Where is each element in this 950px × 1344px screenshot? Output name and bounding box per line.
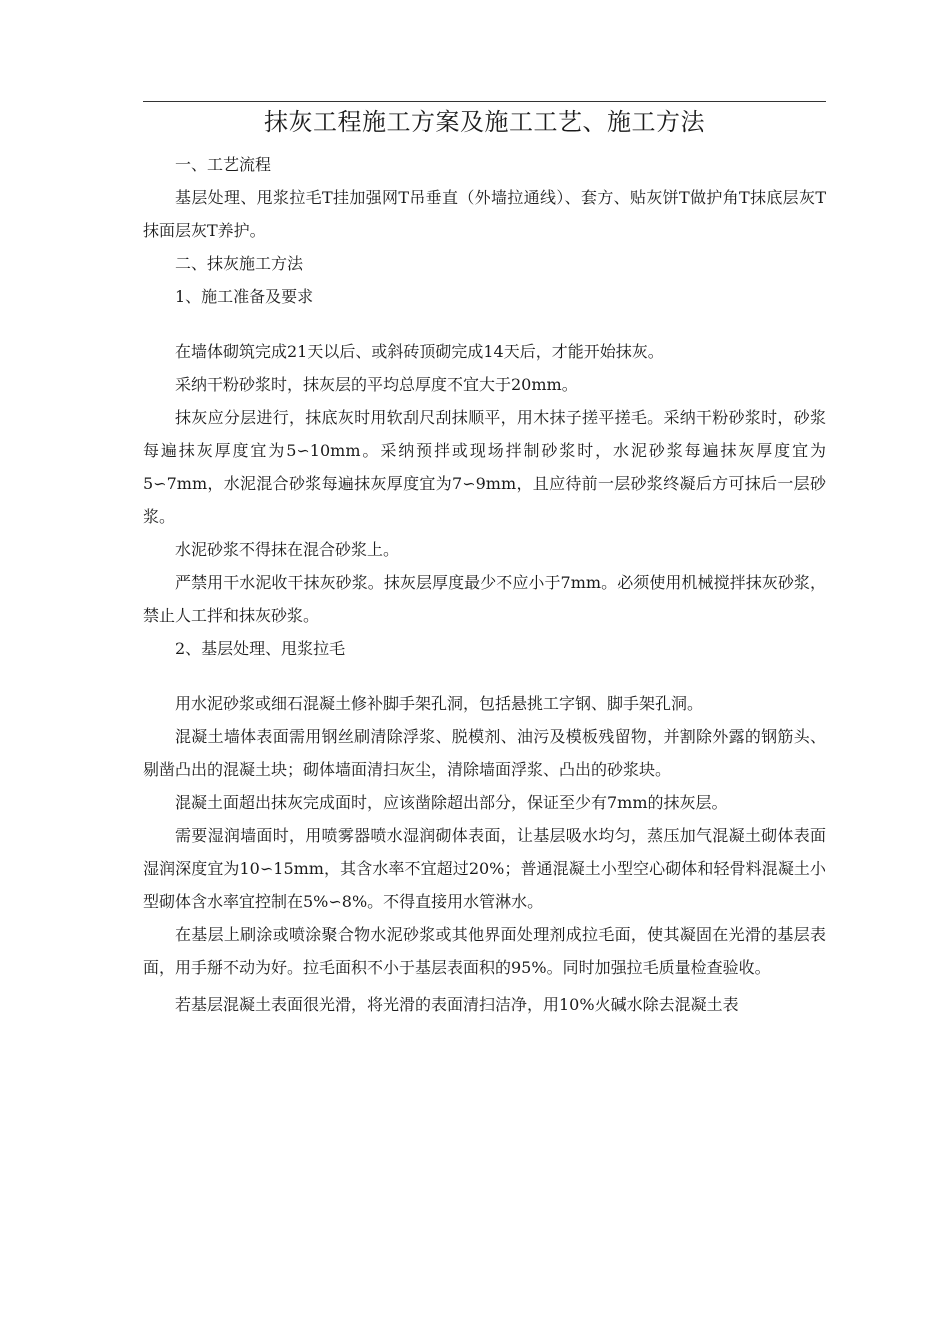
paragraph: 混凝土面超出抹灰完成面时，应该凿除超出部分，保证至少有7mm的抹灰层。 <box>175 793 728 812</box>
process-flow-text: 基层处理、甩浆拉毛T挂加强网T吊垂直（外墙拉通线）、套方、贴灰饼T做护角T抹底层灰T抹面层灰T养护。 <box>143 188 826 240</box>
paragraph: 若基层混凝土表面很光滑，将光滑的表面清扫洁净，用10%火碱水除去混凝土表 <box>175 995 739 1014</box>
paragraph: 用水泥砂浆或细石混凝土修补脚手架孔洞，包括悬挑工字钢、脚手架孔洞。 <box>175 694 704 713</box>
paragraph: 在基层上刷涂或喷涂聚合物水泥砂浆或其他界面处理剂成拉毛面，使其凝固在光滑的基层表面，用手掰不动为好。拉毛面积不小于基层表面积的95%。同时加强拉毛质量检查验收。 <box>143 925 826 977</box>
document-body <box>143 104 826 1021</box>
paragraph: 抹灰应分层进行，抹底灰时用软刮尺刮抹顺平，用木抹子搓平搓毛。采纳干粉砂浆时，砂浆每遍抹灰厚度宜为5∽10mm。采纳预拌或现场拌制砂浆时，水泥砂浆每遍抹灰厚度宜为5∽7mm，水泥混合砂浆每遍抹灰厚度宜为7∽9mm，且应待前一层砂浆终凝后方可抹后一层砂浆。 <box>143 408 826 526</box>
subheading-base-treatment: 2、基层处理、甩浆拉毛 <box>175 639 346 658</box>
spacer <box>143 665 826 687</box>
spacer <box>143 313 826 335</box>
paragraph: 严禁用干水泥收干抹灰砂浆。抹灰层厚度最少不应小于7mm。必须使用机械搅拌抹灰砂浆，禁止人工拌和抹灰砂浆。 <box>143 573 826 625</box>
section-heading-process: 一、工艺流程 <box>175 155 272 174</box>
section-heading-methods: 二、抹灰施工方法 <box>175 254 304 273</box>
subheading-preparation: 1、施工准备及要求 <box>175 287 314 306</box>
paragraph: 在墙体砌筑完成21天以后、或斜砖顶砌完成14天后，才能开始抹灰。 <box>175 342 664 361</box>
paragraph: 采纳干粉砂浆时，抹灰层的平均总厚度不宜大于20mm。 <box>175 375 578 394</box>
paragraph: 水泥砂浆不得抹在混合砂浆上。 <box>175 540 400 559</box>
header-rule <box>143 101 826 102</box>
document-title: 抹灰工程施工方案及施工工艺、施工方法 <box>264 108 705 136</box>
paragraph: 混凝土墙体表面需用钢丝刷清除浮浆、脱模剂、油污及模板残留物，并割除外露的钢筋头、剔凿凸出的混凝土块；砌体墙面清扫灰尘，清除墙面浮浆、凸出的砂浆块。 <box>143 727 826 779</box>
paragraph: 需要湿润墙面时，用喷雾器喷水湿润砌体表面，让基层吸水均匀，蒸压加气混凝土砌体表面湿润深度宜为10∽15mm，其含水率不宜超过20%；普通混凝土小型空心砌体和轻骨料混凝土小型砌体含水率宜控制在5%∽8%。不得直接用水管淋水。 <box>143 826 826 911</box>
